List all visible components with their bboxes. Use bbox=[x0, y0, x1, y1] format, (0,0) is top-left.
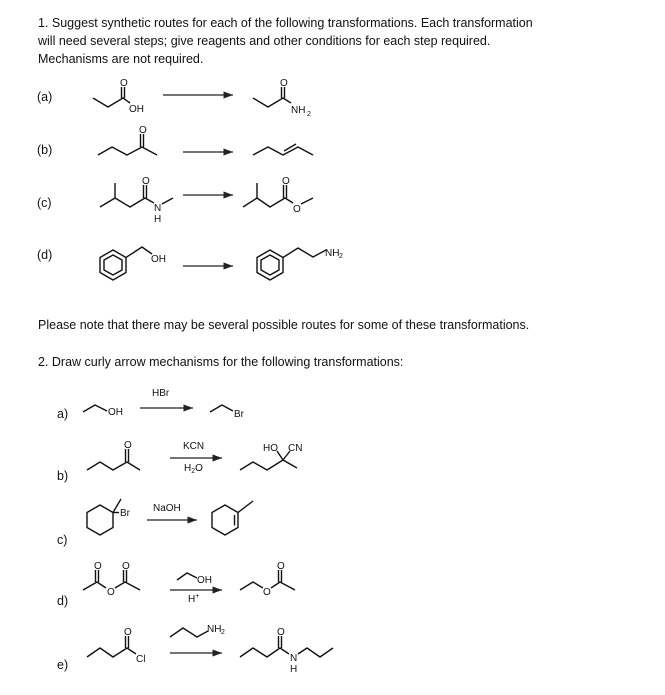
svg-text:O: O bbox=[124, 627, 132, 638]
svg-text:O: O bbox=[139, 125, 147, 136]
svg-text:NH: NH bbox=[207, 624, 222, 635]
svg-text:H: H bbox=[154, 214, 162, 225]
q2-item-c bbox=[57, 499, 253, 547]
svg-text:Br: Br bbox=[120, 508, 130, 519]
svg-text:N: N bbox=[154, 203, 162, 214]
ethyl-acetate-structure bbox=[240, 561, 295, 598]
svg-text:O: O bbox=[263, 587, 271, 598]
ethanol-reagent-structure bbox=[177, 573, 197, 580]
svg-text:O: O bbox=[107, 587, 115, 598]
propanoic-acid-structure bbox=[93, 78, 144, 115]
n-methyl-amide-structure bbox=[100, 176, 173, 225]
ethanol-structure bbox=[83, 405, 107, 412]
q1-item-d bbox=[37, 247, 343, 280]
svg-text:OH: OH bbox=[151, 254, 166, 265]
item-label: (a) bbox=[37, 90, 53, 104]
item-label: (d) bbox=[37, 248, 53, 262]
cyanohydrin-structure bbox=[240, 443, 302, 470]
svg-text:O: O bbox=[277, 627, 285, 638]
q2-item-e bbox=[57, 624, 333, 675]
pent-2-ene-structure bbox=[253, 144, 313, 155]
benzyl-alcohol-structure bbox=[100, 247, 166, 280]
svg-text:HO: HO bbox=[263, 443, 278, 454]
pentan-2-one-structure bbox=[87, 440, 140, 470]
item-label: e) bbox=[57, 658, 69, 672]
reagent: KCN bbox=[183, 441, 205, 452]
methyl-ester-structure bbox=[243, 176, 313, 215]
bromoethane-structure bbox=[210, 405, 233, 412]
propanamide-structure bbox=[253, 78, 311, 118]
svg-text:Br: Br bbox=[234, 409, 244, 420]
svg-text:O: O bbox=[293, 204, 301, 215]
reagent: $H_2O$ bbox=[184, 463, 203, 475]
methylcyclohexene-structure bbox=[212, 501, 253, 535]
propylamine-structure bbox=[170, 628, 208, 637]
q1-line-1: 1. Suggest synthetic routes for each of the following transformations. Each transformation bbox=[38, 16, 533, 30]
svg-text:NH: NH bbox=[325, 248, 340, 259]
q1-line-3: Mechanisms are not required. bbox=[38, 52, 204, 66]
q2-item-d bbox=[57, 561, 295, 608]
svg-text:2: 2 bbox=[221, 629, 225, 636]
svg-text:O: O bbox=[277, 561, 285, 572]
reagent: NaOH bbox=[153, 503, 181, 514]
item-label: c) bbox=[57, 533, 68, 547]
svg-text:CN: CN bbox=[288, 443, 303, 454]
q1-line-2: will need several steps; give reagents and other conditions for each step required. bbox=[38, 34, 491, 48]
pentan-2-one-structure bbox=[98, 125, 157, 155]
acetic-anhydride-structure bbox=[83, 561, 140, 598]
svg-text:O: O bbox=[280, 78, 288, 89]
svg-text:O: O bbox=[282, 176, 290, 187]
q1-note: Please note that there may be several possible routes for some of these transformations. bbox=[38, 318, 530, 332]
q2-heading: 2. Draw curly arrow mechanisms for the following transformations: bbox=[38, 355, 404, 369]
n-propylbutanamide-structure bbox=[240, 627, 333, 675]
svg-text:OH: OH bbox=[197, 575, 212, 586]
svg-text:N: N bbox=[290, 653, 298, 664]
q1-item-b bbox=[37, 125, 313, 157]
phenethylamine-structure bbox=[257, 248, 343, 280]
item-label: (b) bbox=[37, 143, 53, 157]
q1-item-c bbox=[37, 176, 313, 225]
svg-text:O: O bbox=[120, 78, 128, 89]
svg-text:NH: NH bbox=[291, 105, 306, 116]
svg-text:O: O bbox=[142, 176, 150, 187]
svg-text:Cl: Cl bbox=[136, 654, 146, 665]
svg-text:2: 2 bbox=[339, 253, 343, 260]
q1-item-a bbox=[37, 78, 311, 118]
svg-text:OH: OH bbox=[129, 104, 144, 115]
bromomethylcyclohexane-structure bbox=[87, 499, 131, 535]
item-label: d) bbox=[57, 594, 69, 608]
svg-text:O: O bbox=[94, 561, 102, 572]
svg-text:O: O bbox=[124, 440, 132, 451]
reagent: H+ bbox=[188, 593, 200, 605]
item-label: b) bbox=[57, 469, 69, 483]
q2-item-b bbox=[57, 440, 302, 483]
svg-text:O: O bbox=[122, 561, 130, 572]
svg-text:H: H bbox=[290, 664, 298, 675]
reagent: HBr bbox=[152, 388, 170, 399]
item-label: a) bbox=[57, 407, 69, 421]
butanoyl-chloride-structure bbox=[87, 627, 145, 665]
svg-text:2: 2 bbox=[307, 111, 311, 118]
svg-text:OH: OH bbox=[108, 407, 123, 418]
item-label: (c) bbox=[37, 196, 52, 210]
q2-item-a bbox=[57, 388, 245, 421]
